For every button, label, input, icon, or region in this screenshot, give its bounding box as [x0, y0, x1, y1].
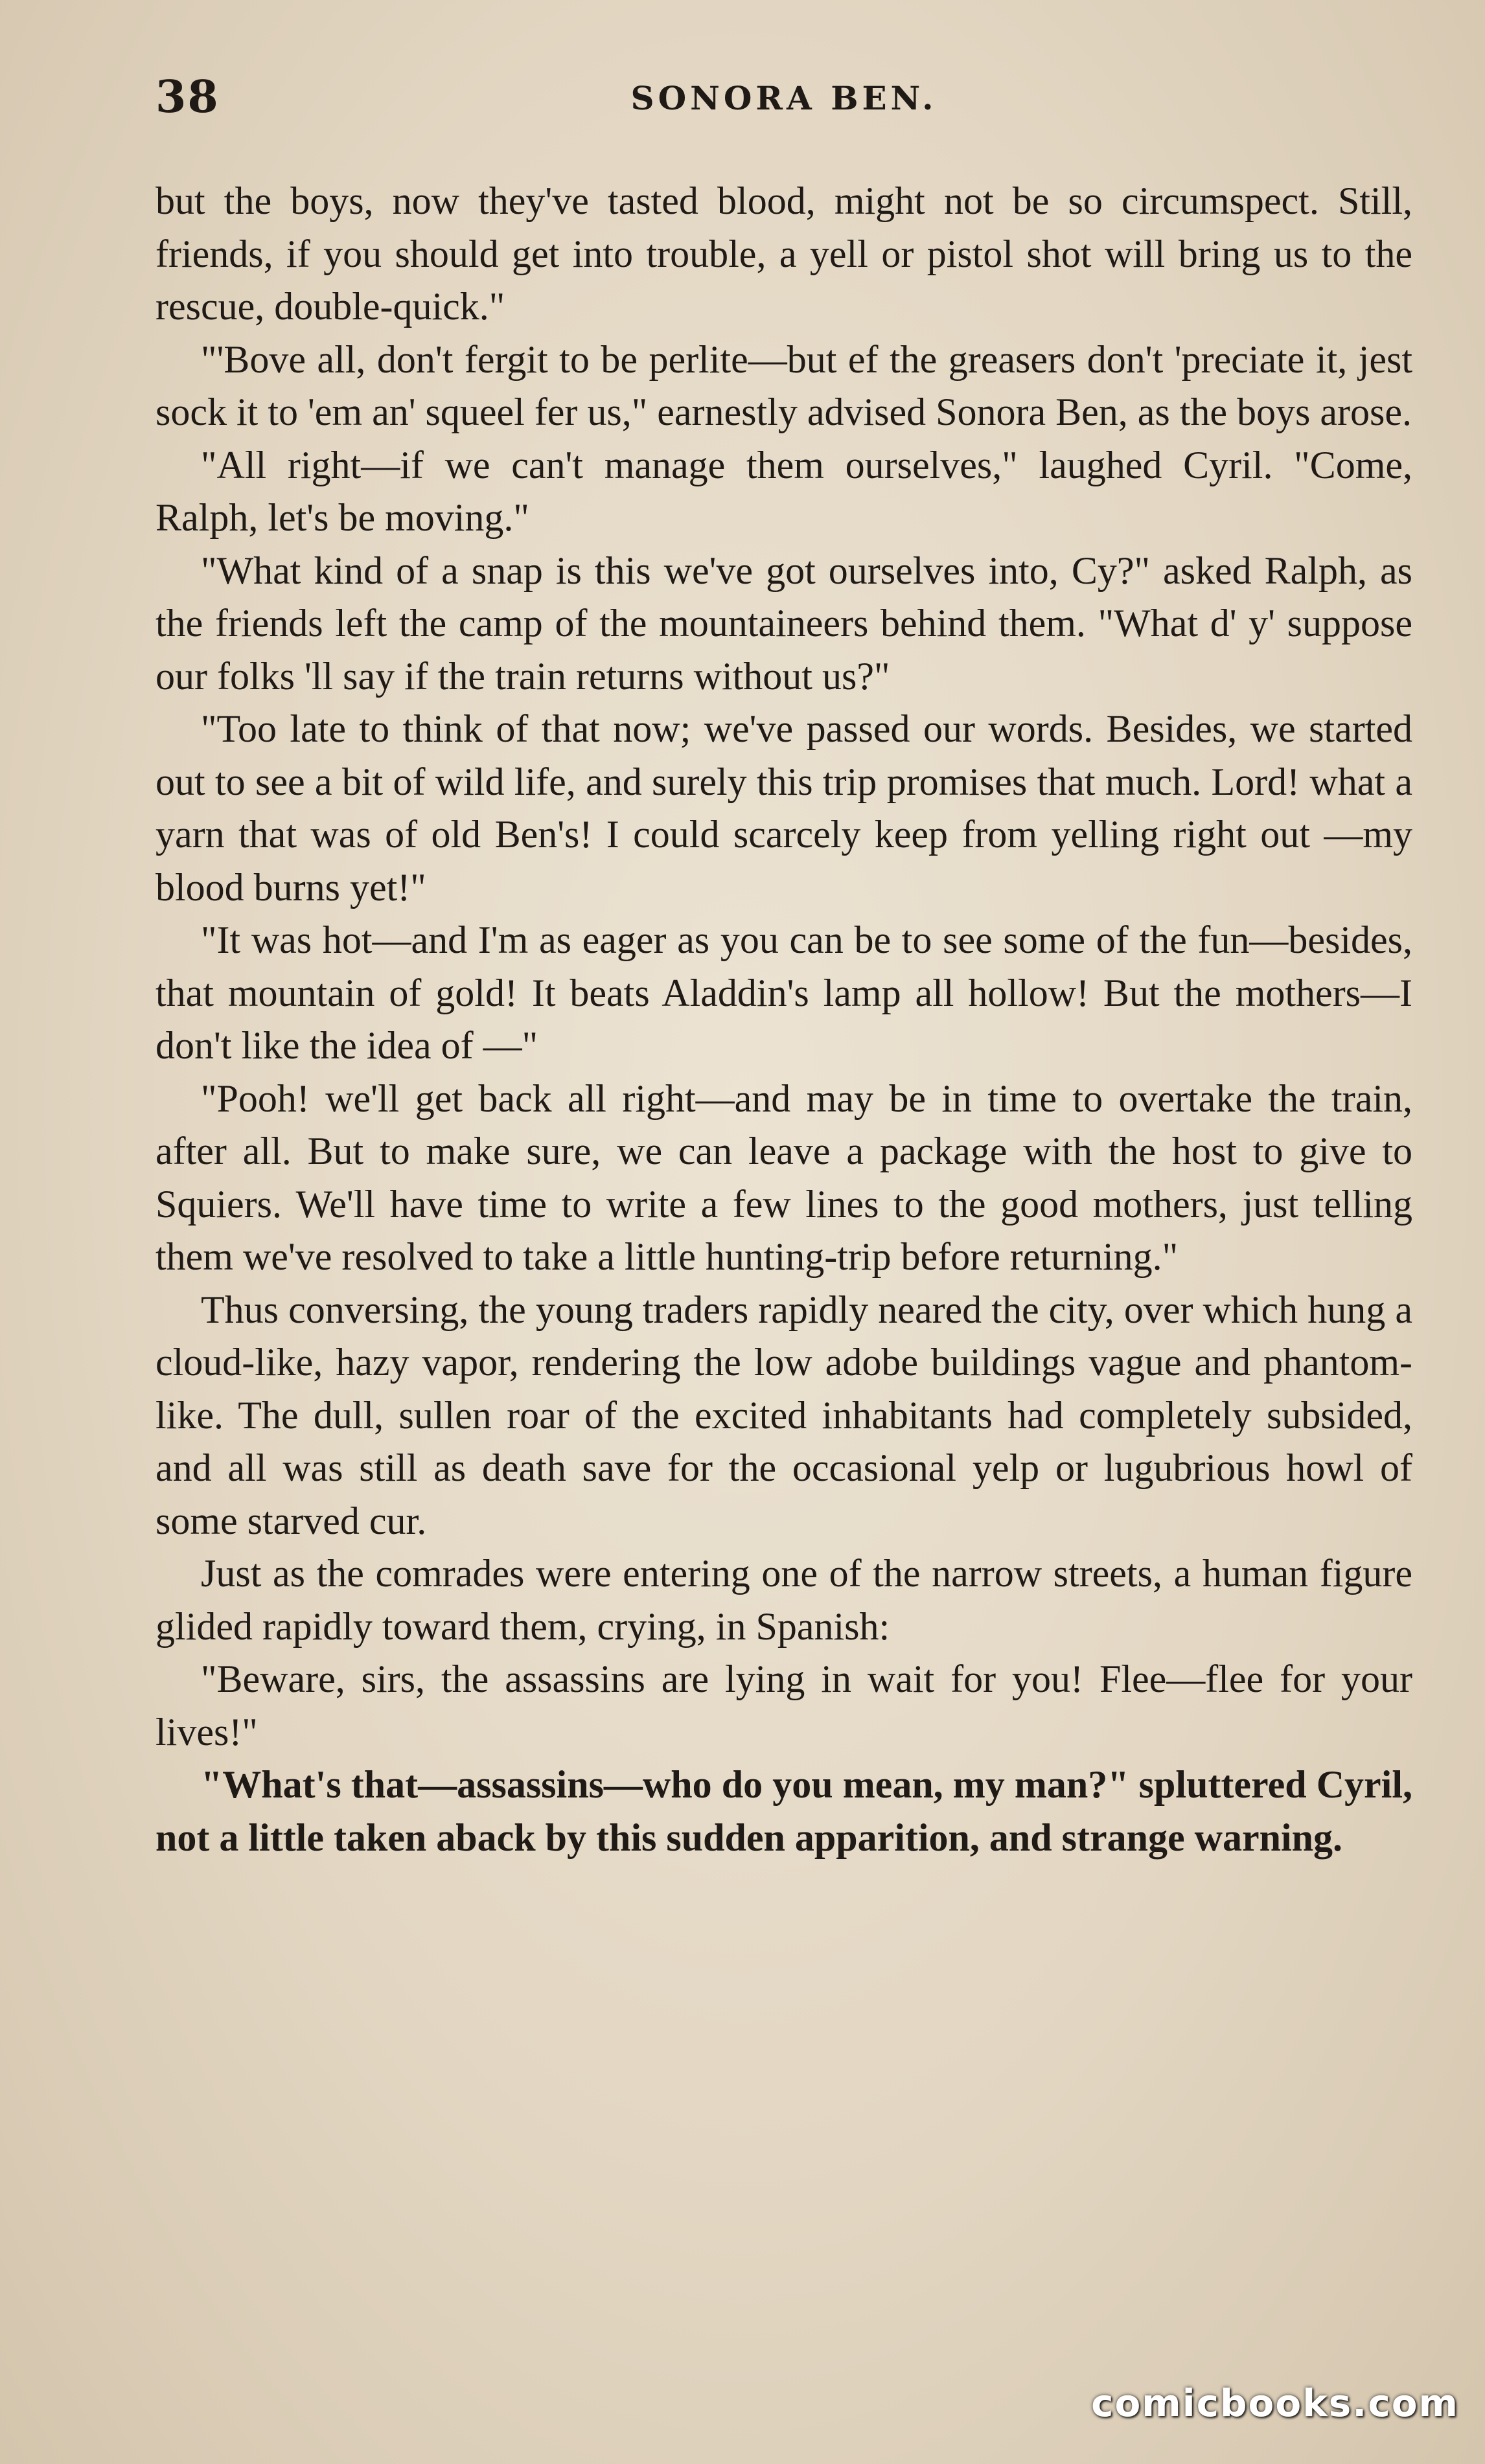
paragraph-1: but the boys, now they've tasted blood, might not be so circumspect. Still, friends, if you should get into trouble, a yell or pistol shot will bring us to the rescue, double-quick."	[155, 179, 1412, 328]
paragraph-6: "It was hot—and I'm as eager as you can be to see some of the fun—besides, that mountain of gold! It beats Aladdin's lamp all hollow! But the mothers—I don't like the idea of —"	[155, 918, 1412, 1067]
paragraph-9: Just as the comrades were entering one of the narrow streets, a human figure glided rapidly toward them, crying, in Spanish:	[155, 1552, 1412, 1648]
page-number: 38	[155, 71, 220, 123]
paragraph-11: "What's that—assassins—who do you mean, my man?" spluttered Cyril, not a little taken aback by this sudden apparition, and strange warning.	[155, 1763, 1412, 1859]
page-header	[155, 71, 1412, 136]
body-text	[155, 175, 1412, 1864]
watermark: comicbooks.com	[1091, 2381, 1459, 2425]
paragraph-2: "'Bove all, don't fergit to be perlite—but ef the greasers don't 'preciate it, jest sock it to 'em an' squeel fer us," earnestly advised Sonora Ben, as the boys arose.	[155, 337, 1412, 433]
paragraph-5: "Too late to think of that now; we've passed our words. Besides, we started out to see a bit of wild life, and surely this trip promises that much. Lord! what a yarn that was of old Ben's! I could scarcely keep from yelling right out —my blood burns yet!"	[155, 707, 1412, 909]
paragraph-3: "All right—if we can't manage them ourselves," laughed Cyril. "Come, Ralph, let's be moving."	[155, 443, 1412, 539]
paragraph-7: "Pooh! we'll get back all right—and may be in time to overtake the train, after all. But to make sure, we can leave a package with the host to give to Squiers. We'll have time to write a few lines to the good mothers, just telling them we've resolved to take a little hunting-trip before returning."	[155, 1077, 1412, 1278]
running-head: SONORA BEN.	[630, 79, 938, 117]
paragraph-4: "What kind of a snap is this we've got ourselves into, Cy?" asked Ralph, as the friends left the camp of the mountaineers behind them. "What d' y' suppose our folks 'll say if the train returns without us?"	[155, 549, 1412, 698]
paragraph-8: Thus conversing, the young traders rapidly neared the city, over which hung a cloud-like, hazy vapor, rendering the low adobe buildings vague and phantom-like. The dull, sullen roar of the excited inhabitants had completely subsided, and all was still as death save for the occasional yelp or lugubrious howl of some starved cur.	[155, 1288, 1412, 1542]
paragraph-10: "Beware, sirs, the assassins are lying in wait for you! Flee—flee for your lives!"	[155, 1658, 1412, 1753]
